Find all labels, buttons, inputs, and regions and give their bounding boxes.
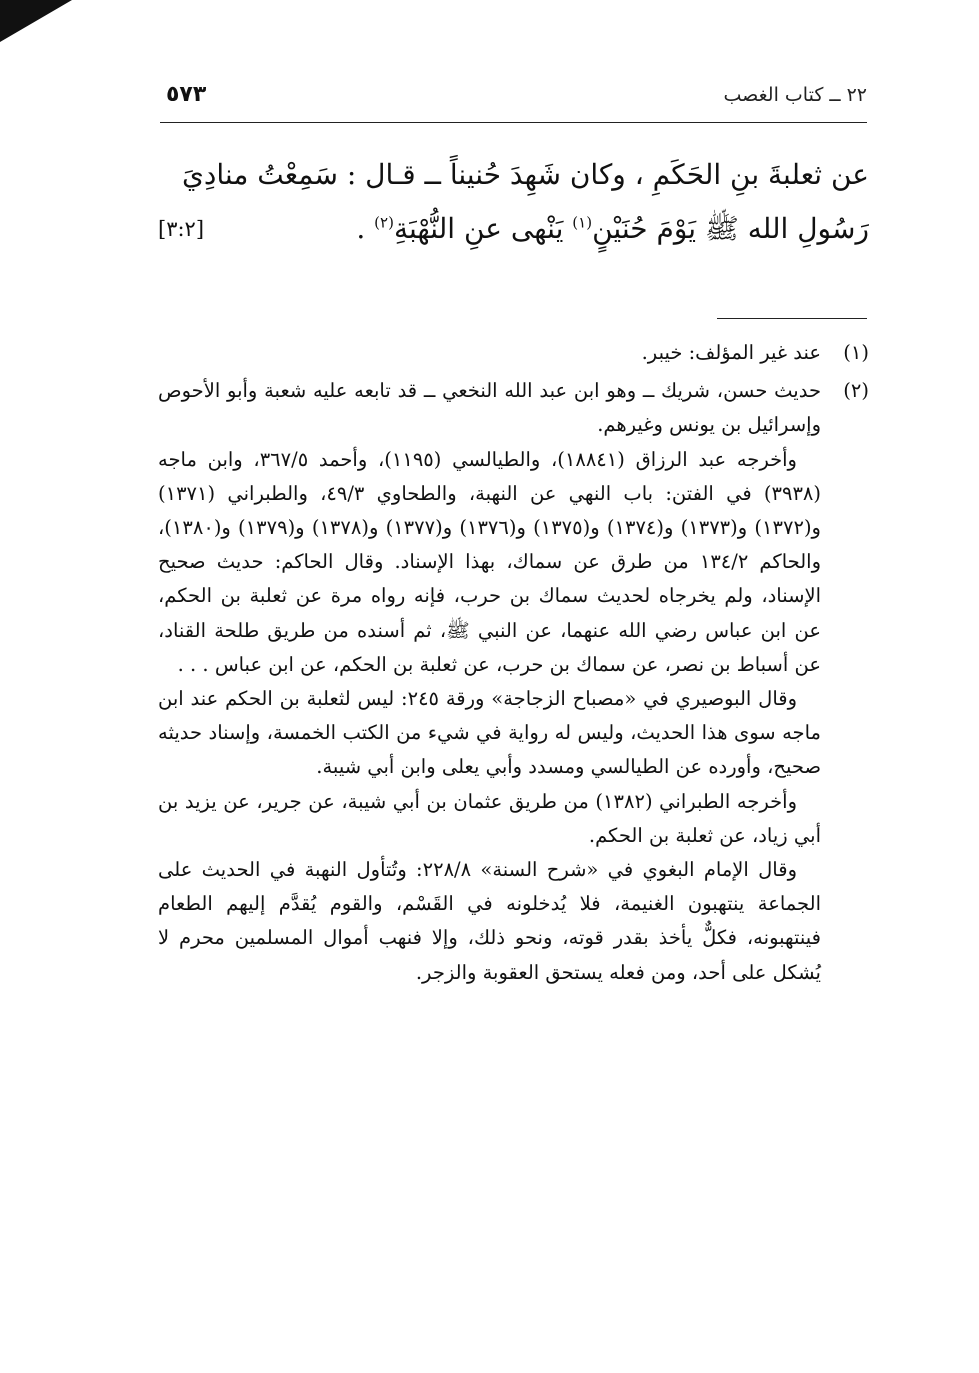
footnote-marker-2: (٢) <box>374 213 394 232</box>
footnote-1-number: (١) <box>843 341 869 364</box>
hadith-line-2 <box>158 202 869 256</box>
footnote-2-paragraph-1: حديث حسن، شريك ــ وهو ابن عبد الله النخعي ــ قد تابعه عليه شعبة وأبو الأحوص وإسرائيل بن يونس وغيرهم. <box>158 379 821 437</box>
hadith-line-2-part-b: يَنْهى عنِ النُّهْبَةِ <box>393 212 573 245</box>
footnote-2 <box>158 374 869 990</box>
hadith-line-2-part-a: رَسُولِ الله ﷺ يَوْمَ حُنَيْنٍ <box>592 212 869 245</box>
footnote-1 <box>158 336 869 370</box>
hadith-line-2-part-c: . <box>356 212 375 245</box>
hadith-text <box>158 148 869 256</box>
footnote-2-number: (٢) <box>843 379 869 403</box>
hadith-line-1: عن ثعلبةَ بنِ الحَكَمِ ، وكان شَهِدَ حُنيناً ــ قـال : سَمِعْتُ منادِيَ <box>182 158 869 191</box>
footnote-marker-1: (١) <box>572 213 593 232</box>
hadith-reference: [٣:٢] <box>158 217 205 241</box>
footnote-2-paragraph-4: وأخرجه الطبراني (١٣٨٢) من طريق عثمان بن أبي شيبة، عن جرير، عن يزيد بن أبي زياد، عن ثعلبة بن الحكم. <box>158 789 821 847</box>
page-number: ٥٧٣ <box>166 82 207 107</box>
footnote-2-paragraph-2: وأخرجه عبد الرزاق (١٨٨٤١)، والطيالسي (١١٩٥)، وأحمد ٣٦٧/٥، وابن ماجه (٣٩٣٨) في الفتن: باب النهي عن النهبة، والطحاوي ٤٩/٣، والطبراني (١٣٧١) و(١٣٧٢) و(١٣٧٣) و(١٣٧٤) و(١٣٧٥) و(١٣٧٦) و(١٣٧٧) و(١٣٧٨) و(١٣٧٩) و(١٣٨٠)، والحاكم ١٣٤/٢ من طرق عن سماك، بهذا الإسناد. وقال الحاكم: حديث صحيح الإسناد، ولم يخرجاه لحديث سماك بن حرب، فإنه رواه مرة عن ثعلبة بن الحكم، عن ابن عباس رضي الله عنهما، عن النبي ﷺ، ثم أسنده من طريق طلحة القناد، عن أسباط بن نصر، عن سماك بن حرب، عن ثعلبة بن الحكم، عن ابن عباس . . . <box>158 447 822 676</box>
running-header <box>160 82 867 116</box>
footnote-2-paragraph-3: وقال البوصيري في «مصباح الزجاجة» ورقة ٢٤٥: ليس لثعلبة بن الحكم عند ابن ماجه سوى هذا الحديث، وليس له رواية في شيء من الكتب الخمسة، وإسناد حديثه صحيح، وأورده عن الطيالسي ومسدد وأبي يعلى وابن أبي شيبة. <box>158 687 821 779</box>
hadith-line-2-text <box>356 202 869 256</box>
footnote-rule <box>717 318 867 319</box>
footnote-2-paragraph-5: وقال الإمام البغوي في «شرح السنة» ٢٢٨/٨: وتُتأول النهبة في الحديث على الجماعة ينتهبون الغنيمة، فلا يُدخلونه في القَسْم، والقوم يُقدَّم إليهم الطعام فينتهبونه، فكلٌّ يأخذ بقدر قوته، ونحو ذلك، وإلا فنهب أموال المسلمين محرم لا يُشكل على أحد، ومن فعله يستحق العقوبة والزجر. <box>158 858 821 984</box>
footnote-1-paragraph-1: عند غير المؤلف: خيبر. <box>641 341 821 364</box>
chapter-title: ٢٢ ــ كتاب الغصب <box>723 84 867 106</box>
page-corner-mark <box>0 0 72 42</box>
header-rule <box>160 122 867 123</box>
footnotes <box>158 336 869 994</box>
